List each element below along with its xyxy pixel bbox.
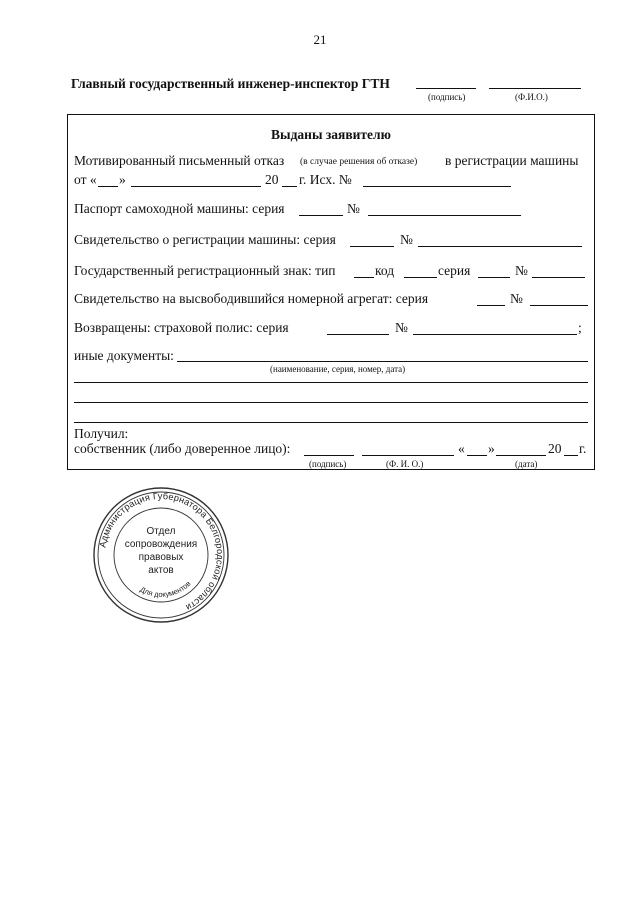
passport-series-field[interactable]: [299, 215, 343, 216]
inspector-title: Главный государственный инженер-инспектор ГТН: [71, 76, 390, 91]
owner-signature-caption: (подпись): [309, 459, 347, 469]
owner-label: собственник (либо доверенное лицо):: [74, 441, 291, 456]
owner-day-field[interactable]: [467, 455, 487, 456]
plate-number-label: №: [515, 263, 528, 278]
unit-series-field[interactable]: [477, 305, 505, 306]
plate-series-field[interactable]: [478, 277, 510, 278]
owner-date-caption: (дата): [515, 459, 538, 469]
unit-number-label: №: [510, 291, 523, 306]
owner-date-open: «: [458, 441, 465, 456]
owner-year-field[interactable]: [564, 455, 578, 456]
page-number: 21: [313, 32, 327, 47]
owner-month-field[interactable]: [496, 455, 546, 456]
refusal-quote-close: »: [119, 172, 126, 187]
certificate-number-label: №: [400, 232, 413, 247]
refusal-number-field[interactable]: [363, 186, 511, 187]
other-docs-label: иные документы:: [74, 348, 174, 363]
passport-number-label: №: [347, 201, 360, 216]
stamp-ring-text: Администрация Губернатора Белгородской области: [97, 490, 226, 613]
certificate-label: Свидетельство о регистрации машины: серия: [74, 232, 336, 247]
owner-year-label: 20: [548, 441, 562, 456]
plate-number-field[interactable]: [532, 277, 585, 278]
owner-fio-caption: (Ф. И. О.): [386, 459, 424, 469]
other-docs-field[interactable]: [177, 361, 588, 362]
inspector-fio-caption: (Ф.И.О.): [515, 92, 548, 102]
refusal-month-field[interactable]: [131, 186, 261, 187]
refusal-label-small: (в случае решения об отказе): [300, 157, 418, 167]
stamp-center: [92, 525, 230, 577]
inspector-fio-line: [489, 88, 581, 89]
plate-code-label: код: [375, 263, 395, 278]
stamp-center-line1: Отдел: [146, 526, 176, 537]
other-docs-line-2[interactable]: [74, 382, 588, 383]
plate-code-field[interactable]: [404, 277, 437, 278]
stamp-center-line3: правовых: [138, 552, 184, 563]
returned-label: Возвращены: страховой полис: серия: [74, 320, 289, 335]
owner-date-suffix: г.: [579, 441, 587, 456]
refusal-from-label: от «: [74, 172, 97, 187]
stamp-inner-text: Для документов: [138, 579, 193, 599]
stamp-center-line2: сопровождения: [124, 539, 198, 550]
plate-label: Государственный регистрационный знак: тип: [74, 263, 336, 278]
refusal-label-part1: Мотивированный письменный отказ: [74, 153, 285, 168]
inspector-signature-caption: (подпись): [428, 92, 466, 102]
certificate-series-field[interactable]: [350, 246, 394, 247]
other-docs-caption: (наименование, серия, номер, дата): [270, 364, 406, 374]
plate-series-label: серия: [438, 263, 471, 278]
refusal-year-label: 20: [265, 172, 279, 187]
unit-label: Свидетельство на высвободившийся номерной агрегат: серия: [74, 291, 429, 306]
received-label: Получил:: [74, 426, 129, 441]
plate-type-field[interactable]: [354, 277, 374, 278]
refusal-day-field[interactable]: [98, 186, 118, 187]
refusal-outgoing-label: г. Исх. №: [299, 172, 352, 187]
refusal-label-part2: в регистрации машины: [445, 153, 579, 168]
returned-semicolon: ;: [578, 320, 582, 335]
passport-label: Паспорт самоходной машины: серия: [74, 201, 285, 216]
unit-number-field[interactable]: [530, 305, 588, 306]
owner-date-close: »: [488, 441, 495, 456]
inspector-signature-line: [416, 88, 476, 89]
form-title: Выданы заявителю: [271, 127, 391, 142]
owner-fio-field[interactable]: [362, 455, 454, 456]
other-docs-line-4[interactable]: [74, 422, 588, 423]
passport-number-field[interactable]: [368, 215, 521, 216]
certificate-number-field[interactable]: [418, 246, 582, 247]
owner-signature-field[interactable]: [304, 455, 354, 456]
refusal-year-field[interactable]: [282, 186, 297, 187]
stamp-center-line4: актов: [148, 565, 174, 576]
policy-series-field[interactable]: [327, 334, 389, 335]
policy-number-label: №: [395, 320, 408, 335]
policy-number-field[interactable]: [413, 334, 577, 335]
other-docs-line-3[interactable]: [74, 402, 588, 403]
